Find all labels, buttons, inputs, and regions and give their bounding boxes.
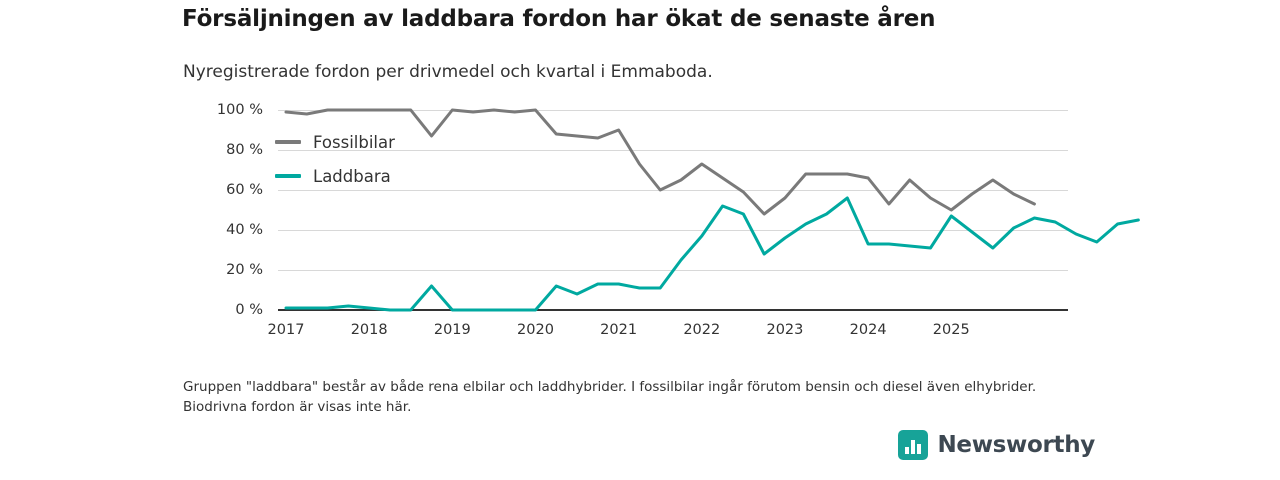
- x-axis-tick-label: 2020: [517, 322, 554, 338]
- x-axis-tick-label: 2025: [932, 322, 970, 338]
- y-axis-tick-label: 80 %: [226, 142, 263, 158]
- brand-logo: [898, 430, 1095, 460]
- x-axis-tick-label: 2017: [267, 322, 305, 338]
- y-axis-tick-label: 40 %: [226, 222, 263, 238]
- legend-item-laddbara: [275, 162, 395, 190]
- series-line-laddbara: [286, 198, 1138, 310]
- x-axis-tick-label: 2023: [766, 322, 804, 338]
- x-axis-tick-label: 2018: [350, 322, 388, 338]
- series-layer: [278, 110, 1068, 310]
- legend-swatch-fossilbilar: [275, 140, 301, 144]
- y-axis-tick-label: 100 %: [216, 102, 263, 118]
- x-axis-tick-label: 2019: [433, 322, 471, 338]
- legend-swatch-laddbara: [275, 174, 301, 178]
- page-title: Försäljningen av laddbara fordon har ökat de senaste åren: [182, 6, 936, 32]
- y-axis-tick-label: 0 %: [235, 302, 263, 318]
- x-axis-tick-label: 2022: [683, 322, 721, 338]
- legend-label-fossilbilar: Fossilbilar: [313, 132, 395, 152]
- legend-label-laddbara: Laddbara: [313, 166, 391, 186]
- plot-area: [216, 102, 1068, 338]
- chart-footnote: Gruppen "laddbara" består av både rena elbilar och laddhybrider. I fossilbilar ingår förutom bensin och diesel även elhybrider. Biodrivna fordon är visas inte här.: [183, 379, 1037, 415]
- y-axis-tick-label: 20 %: [226, 262, 263, 278]
- series-line-fossilbilar: [286, 110, 1034, 214]
- y-axis-tick-label: 60 %: [226, 182, 263, 198]
- brand-name: Newsworthy: [937, 432, 1095, 458]
- legend-item-fossilbilar: [275, 128, 395, 156]
- chart-legend: [275, 128, 395, 196]
- chart-subtitle: Nyregistrerade fordon per drivmedel och kvartal i Emmaboda.: [183, 62, 713, 82]
- x-axis-tick-label: 2021: [600, 322, 638, 338]
- x-axis-tick-label: 2024: [849, 322, 887, 338]
- bar-chart-icon: [898, 430, 928, 460]
